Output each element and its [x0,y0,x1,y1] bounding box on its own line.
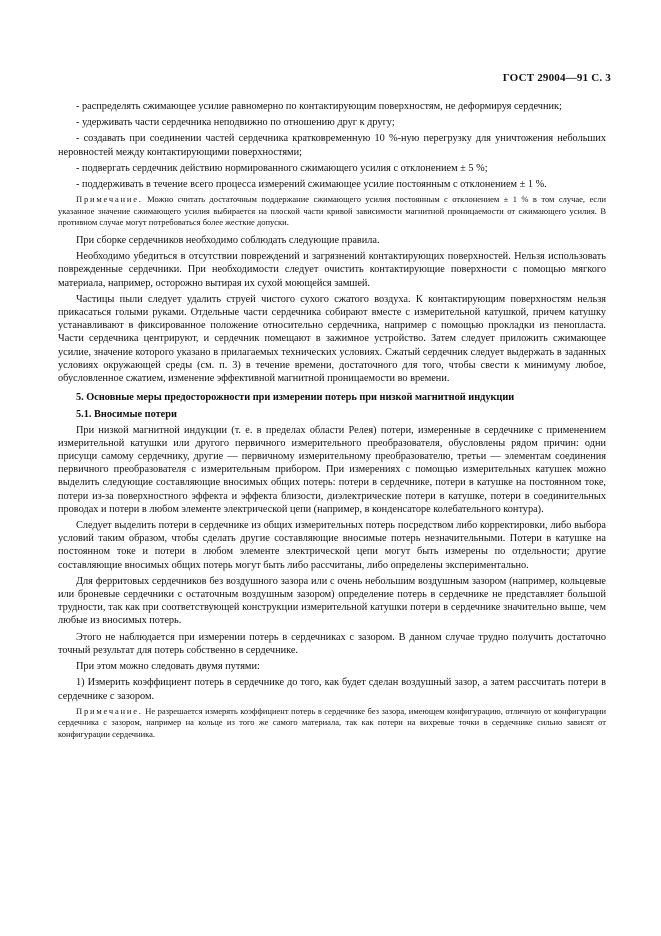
paragraph: При низкой магнитной индукции (т. е. в пределах области Релея) потери, измеренные в сердечнике с применением измерительной катушки или другого первичного измерительного преобразователя, обусловлены рядом причин: одни присущи самому сердечнику, другие — первичному измерительному преобразователю, третьи — элементам соединения первичного преобразователя с измерительным прибором. При измерениях с помощью измерительных катушек можно выделить следующие составляющие вносимых общих потерь: потери в сердечнике, потери в катушке на постоянном токе, потери из-за поверхностного эффекта и эффекта близости, диэлектрические потери в катушке, потери в соединительных проводах и потери в любом элементе электрической цепи (например, в конденсаторе колебательного контура). [58,424,606,515]
section-heading: 5. Основные меры предосторожности при измерении потерь при низкой магнитной индукции [76,392,515,404]
page-header: ГОСТ 29004—91 С. 3 [502,72,611,84]
note-label: Примечание. [76,705,143,716]
list-item: - удерживать части сердечника неподвижно по отношению друг к другу; [76,117,395,129]
paragraph: При сборке сердечников необходимо соблюдать следующие правила. [76,235,380,246]
note-text: Можно считать достаточным поддержание сжимающего усилия постоянным с отклонением ± 1 % в том случае, если указанное значение сжимающего усилия выбирается на плоской части кривой зависимости магнитной проницаемости от сжимающего усилия. В противном случае могут потребоваться более жесткие допуски. [58,194,606,228]
list-item: - распределять сжимающее усилие равномерно по контактирующим поверхностям, не деформируя сердечник; [76,101,562,112]
document-body [58,100,606,745]
paragraph: Частицы пыли следует удалить струей чистого сухого сжатого воздуха. К контактирующим поверхностям нельзя прикасаться голыми руками. Отдельные части сердечника собирают вместе с измерительной катушкой, причем катушку устанавливают в фиксированное положение относительно сердечника, например с помощью прокладки из пенопласта. Части сердечника центрируют, и сердечник помещают в зажимное устройство. Затем следует приложить сжимающее усилие, значение которого указано в прилагаемых технических условиях. Сжатый сердечник следует выдержать в заданных условиях окружающей среды (см. п. 3) в течение времени, достаточного для того, чтобы свести к минимуму любое, обусловленное сжатием, изменение эффективной магнитной проницаемости во времени. [58,293,606,385]
note-1 [58,194,606,229]
subsection-heading: 5.1. Вносимые потери [76,409,177,421]
paragraph: Следует выделить потери в сердечнике из общих измерительных потерь посредством либо корректировки, либо выбора условий таким образом, чтобы сделать другие составляющие вносимые потерь незначительными. Потери в катушке на постоянном токе и потери в любом элементе электрической цепи могут быть измерены по отдельности; другие составляющие вносимых общих потерь могут быть либо рассчитаны, либо определены экспериментально. [58,520,606,571]
paragraph: Для ферритовых сердечников без воздушного зазора или с очень небольшим воздушным зазором (например, кольцевые или броневые сердечники с остаточным воздушным зазором) определение потерь в сердечнике не представляет большой трудности, так как при соответствующей конструкции измерительной катушки потери в сердечнике значительно выше, чем любые из вносимых потерь. [58,575,606,627]
paragraph: При этом можно следовать двумя путями: [76,661,260,673]
list-item: - подвергать сердечник действию нормированного сжимающего усилия с отклонением ± 5 %; [76,162,488,174]
paragraph: Необходимо убедиться в отсутствии повреждений и загрязнений контактирующих поверхностей. Нельзя использовать поврежденные сердечники. При необходимости следует очистить контактирующие поверхности с помощью мягкого материала, например, осторожно вытирая их сухой моющейся замшей. [58,251,606,289]
note-2 [58,706,606,741]
paragraph: Этого не наблюдается при измерении потерь в сердечниках с зазором. В данном случае трудно получить достаточно точный результат для потерь собственно в сердечнике. [58,631,606,656]
list-item: - поддерживать в течение всего процесса измерений сжимающее усилие постоянным с отклонением ± 1 %. [76,179,547,191]
note-label: Примечание. [76,194,143,205]
note-text: Не разрешается измерять коэффициент потерь в сердечнике без зазора, имеющем конфигурацию, отличную от конфигурации сердечника с зазором, например на кольце из того же самого материала, так как потери на вихревые точки в сердечнике сильно зависят от конфигурации сердечника. [58,705,606,739]
paragraph: 1) Измерить коэффициент потерь в сердечнике до того, как будет сделан воздушный зазор, а затем рассчитать потери в сердечнике с зазором. [58,677,606,702]
list-item: - создавать при соединении частей сердечника кратковременную 10 %-ную перегрузку для уничтожения небольших неровностей между контактирующими поверхностями; [58,133,606,158]
